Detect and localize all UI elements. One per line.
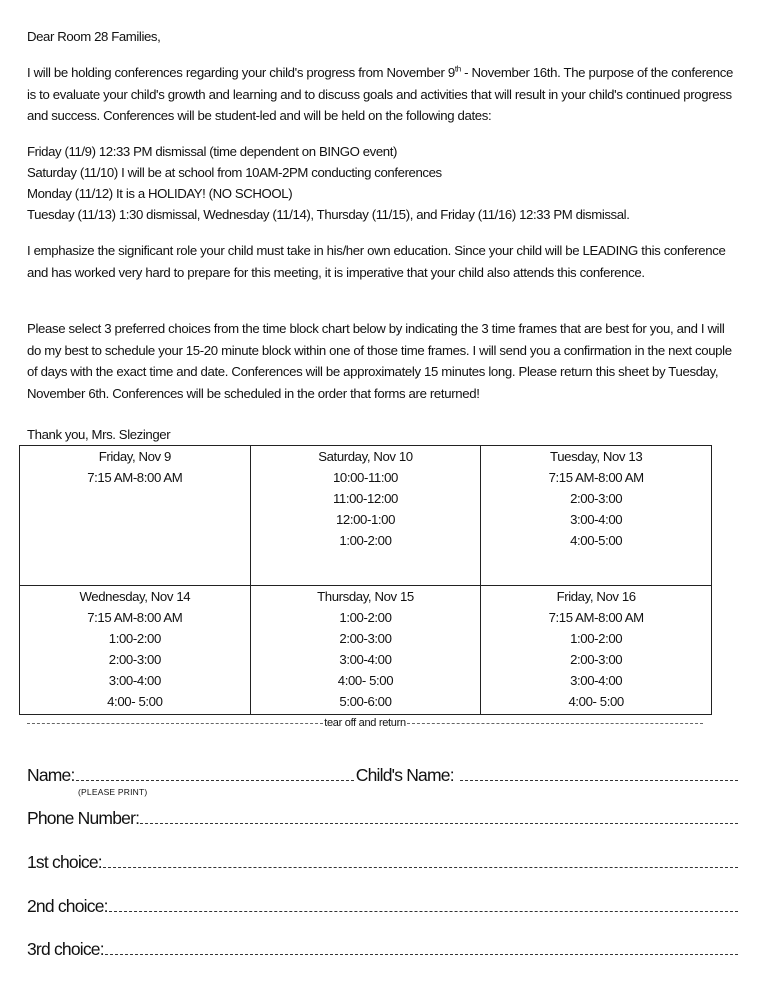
tear-dash-right xyxy=(407,723,703,724)
time-slot: 3:00-4:00 xyxy=(339,652,392,667)
time-slot: 2:00-3:00 xyxy=(108,652,161,667)
please-print-note: (PLEASE PRINT) xyxy=(78,787,148,797)
date-line: Monday (11/12) It is a HOLIDAY! (NO SCHOOL) xyxy=(27,186,293,201)
chart-cell-fri-nov16[interactable] xyxy=(481,586,712,715)
time-slot: 1:00-2:00 xyxy=(339,533,392,548)
intro-paragraph xyxy=(27,62,739,127)
chart-cell-tue-nov13[interactable] xyxy=(481,446,712,586)
time-slot: 2:00-3:00 xyxy=(339,631,392,646)
time-slot: 5:00-6:00 xyxy=(339,694,392,709)
time-slot: 2:00-3:00 xyxy=(570,491,623,506)
name-label: Name: xyxy=(27,765,75,785)
greeting: Dear Room 28 Families, xyxy=(27,29,161,44)
emphasis-paragraph: I emphasize the significant role your child must take in his/her own education. Since your child will be LEADING this conference and has worked very hard to prepare for this meeting, it is imperative that your child also attends this conference. xyxy=(27,243,726,280)
time-slot: 2:00-3:00 xyxy=(570,652,623,667)
choice3-label: 3rd choice: xyxy=(27,939,104,959)
time-slot: 7:15 AM-8:00 AM xyxy=(548,610,644,625)
time-slot: 7:15 AM-8:00 AM xyxy=(548,470,644,485)
child-name-field[interactable] xyxy=(460,780,738,781)
time-slot: 1:00-2:00 xyxy=(108,631,161,646)
instructions-paragraph: Please select 3 preferred choices from the time block chart below by indicating the 3 time frames that are best for you, and I will do my best to schedule your 15-20 minute block within one of those time frames. I will send you a confirmation in the next couple of days with the exact time and date. Conferences will be approximately 15 minutes long. Please return this sheet by Tuesday, November 6th. Conferences will be scheduled in the order that forms are returned! xyxy=(27,321,732,401)
intro-text-start: I will be holding conferences regarding your child's progress from November 9 xyxy=(27,65,455,80)
choice1-label: 1st choice: xyxy=(27,852,102,872)
chart-row xyxy=(20,586,712,715)
time-slot: 10:00-11:00 xyxy=(332,470,398,485)
intro-text-end: - November 16th. The purpose of the conference is to evaluate your child's growth and learning and to discuss goals and activities that will result in your child's continued progress and success. Conferences will be student-led and will be held on the following dates: xyxy=(27,65,733,123)
choice2-row xyxy=(27,891,738,917)
time-slot: 3:00-4:00 xyxy=(570,512,623,527)
chart-cell-wed-nov14[interactable] xyxy=(20,586,251,715)
choice2-field[interactable] xyxy=(109,911,738,912)
choice3-row xyxy=(27,934,738,960)
cell-day: Saturday, Nov 10 xyxy=(318,449,413,464)
choice1-row xyxy=(27,847,738,873)
child-name-label: Child's Name: xyxy=(355,765,454,785)
phone-label: Phone Number: xyxy=(27,808,140,828)
name-row xyxy=(27,760,738,786)
time-slot: 4:00- 5:00 xyxy=(337,673,394,688)
tear-off-line xyxy=(27,714,703,732)
time-slot: 3:00-4:00 xyxy=(570,673,623,688)
chart-cell-fri-nov9[interactable] xyxy=(20,446,251,586)
intro-superscript: th xyxy=(454,64,461,74)
date-line: Friday (11/9) 12:33 PM dismissal (time dependent on BINGO event) xyxy=(27,144,397,159)
name-field[interactable] xyxy=(76,780,354,781)
time-slot: 7:15 AM-8:00 AM xyxy=(87,470,183,485)
date-line: Tuesday (11/13) 1:30 dismissal, Wednesday (11/14), Thursday (11/15), and Friday (11/16) 12:33 PM dismissal. xyxy=(27,207,630,222)
chart-cell-sat-nov10[interactable] xyxy=(250,446,481,586)
time-slot: 1:00-2:00 xyxy=(570,631,623,646)
tear-off-text: tear off and return xyxy=(324,717,406,729)
time-slot: 1:00-2:00 xyxy=(339,610,392,625)
chart-row xyxy=(20,446,712,586)
chart-cell-thu-nov15[interactable] xyxy=(250,586,481,715)
tear-dash-left xyxy=(27,723,323,724)
time-slot: 4:00-5:00 xyxy=(570,533,623,548)
choice1-field[interactable] xyxy=(103,867,738,868)
time-slot: 11:00-12:00 xyxy=(332,491,398,506)
phone-row xyxy=(27,803,738,829)
phone-field[interactable] xyxy=(140,823,738,824)
time-slot: 4:00- 5:00 xyxy=(568,694,624,709)
cell-day: Wednesday, Nov 14 xyxy=(79,589,191,604)
cell-day: Tuesday, Nov 13 xyxy=(550,449,643,464)
choice2-label: 2nd choice: xyxy=(27,896,108,916)
choice3-field[interactable] xyxy=(105,954,738,955)
signoff: Thank you, Mrs. Slezinger xyxy=(27,427,171,442)
time-slot: 3:00-4:00 xyxy=(108,673,161,688)
cell-day: Friday, Nov 16 xyxy=(556,589,636,604)
time-slot: 12:00-1:00 xyxy=(335,512,396,527)
date-line: Saturday (11/10) I will be at school from 10AM-2PM conducting conferences xyxy=(27,165,442,180)
cell-day: Thursday, Nov 15 xyxy=(317,589,414,604)
cell-day: Friday, Nov 9 xyxy=(98,449,171,464)
time-block-chart xyxy=(19,445,712,715)
time-slot: 4:00- 5:00 xyxy=(107,694,163,709)
time-slot: 7:15 AM-8:00 AM xyxy=(87,610,183,625)
